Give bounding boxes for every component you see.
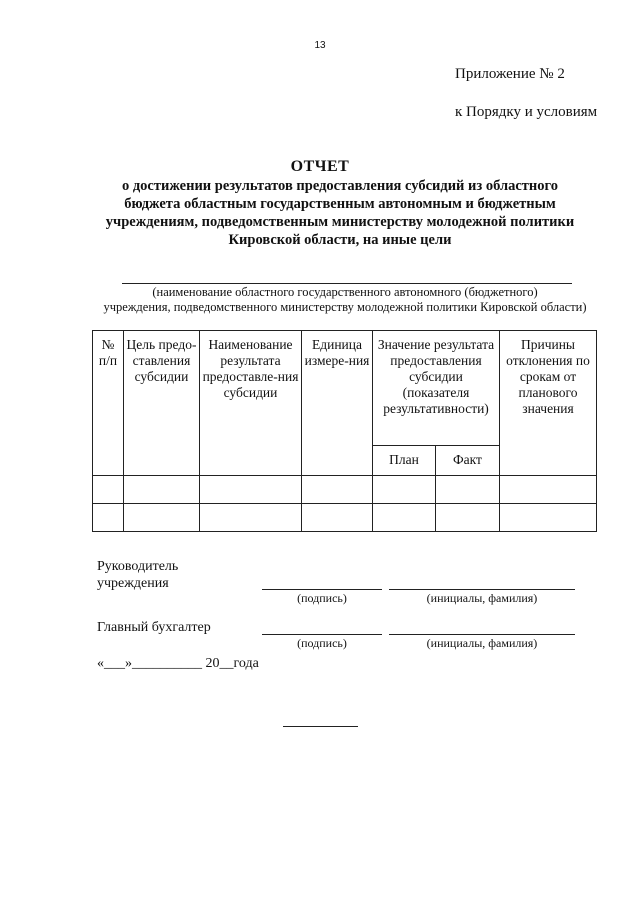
- head-name-caption: (инициалы, фамилия): [426, 591, 538, 605]
- subtitle-line: Кировской области, на иные цели: [228, 232, 452, 248]
- date-line: «___»__________ 20__года: [97, 656, 259, 671]
- header-unit: Единица измере-ния: [302, 331, 373, 476]
- subheader-plan: План: [373, 446, 436, 476]
- subtitle-line: бюджета областным государственным автономным и бюджетным: [124, 196, 556, 212]
- accountant-name-line: [389, 634, 575, 635]
- subtitle-line: о достижении результатов предоставления субсидий из областного: [121, 178, 559, 194]
- subtitle-line: учреждениям, подведомственным министерству молодежной политики: [105, 214, 575, 230]
- accountant-signature-caption: (подпись): [297, 636, 347, 650]
- accountant-label: Главный бухгалтер: [97, 620, 211, 635]
- appendix-number: Приложение № 2: [455, 66, 565, 82]
- appendix-reference: к Порядку и условиям: [455, 104, 598, 120]
- header-number: № п/п: [93, 331, 124, 476]
- subheader-fact: Факт: [436, 446, 500, 476]
- header-purpose: Цель предо-ставления субсидии: [124, 331, 200, 476]
- caption-line: (наименование областного государственного автономного (бюджетного): [152, 285, 538, 299]
- organization-caption: [80, 285, 610, 315]
- table-row: [93, 504, 597, 532]
- caption-line: учреждения, подведомственного министерству молодежной политики Кировской области): [103, 300, 587, 314]
- organization-name-line: [122, 283, 572, 284]
- head-label-line: учреждения: [97, 576, 169, 591]
- report-subtitle: [80, 177, 600, 249]
- header-deviation-reasons: Причины отклонения по срокам от планового значения: [500, 331, 597, 476]
- head-label-line: Руководитель: [97, 559, 179, 574]
- header-result-name: Наименование результата предоставле-ния субсидии: [200, 331, 302, 476]
- end-line: [283, 726, 358, 727]
- report-title: ОТЧЕТ: [290, 158, 350, 175]
- head-label: [97, 558, 178, 592]
- report-table: [92, 330, 597, 532]
- table-row: [93, 476, 597, 504]
- head-name-line: [389, 589, 575, 590]
- head-signature-line: [262, 589, 382, 590]
- head-signature-caption: (подпись): [297, 591, 347, 605]
- accountant-signature-line: [262, 634, 382, 635]
- accountant-name-caption: (инициалы, фамилия): [426, 636, 538, 650]
- page-number: 13: [314, 40, 326, 51]
- header-value: Значение результата предоставления субсидии (показателя результативности): [373, 331, 500, 446]
